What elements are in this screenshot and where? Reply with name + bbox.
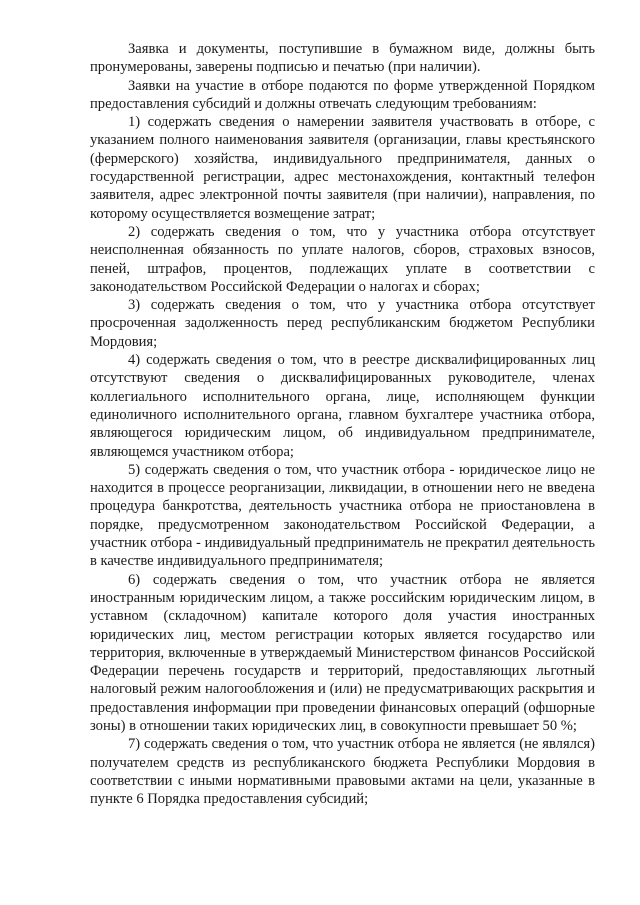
document-page xyxy=(90,40,595,808)
requirement-item-6: 6) содержать сведения о том, что участник отбора не является иностранным юридическим лицом, а также российским юридическим лицом, в уставном (складочном) капитале которого доля участия иностранных юридических лиц, местом регистрации которых является государство или территория, включенные в утверждаемый Министерством финансов Российской Федерации перечень государств и территорий, предоставляющих льготный налоговый режим налогообложения и (или) не предусматривающих раскрытия и предоставления информации при проведении финансовых операций (офшорные зоны) в отношении таких юридических лиц, в совокупности превышает 50 %; xyxy=(90,571,595,734)
requirement-item-7: 7) содержать сведения о том, что участник отбора не является (не являлся) получателем средств из республиканского бюджета Республики Мордовия в соответствии с иными нормативными правовыми актами на цели, указанные в пункте 6 Порядка предоставления субсидий; xyxy=(90,736,595,808)
paragraph-documents-numbered: Заявка и документы, поступившие в бумажном виде, должны быть пронумерованы, заверены подписью и печатью (при наличии). xyxy=(90,41,595,76)
requirement-item-1: 1) содержать сведения о намерении заявителя участвовать в отборе, с указанием полного наименования заявителя (организации, главы крестьянского (фермерского) хозяйства, индивидуального предпринимателя, данных о государственной регистрации, адрес местонахождения, контактный телефон заявителя, адрес электронной почты заявителя (при наличии), направления, по которому осуществляется возмещение затрат; xyxy=(90,114,595,222)
requirement-item-3: 3) содержать сведения о том, что у участника отбора отсутствует просроченная задолженность перед республиканским бюджетом Республики Мордовия; xyxy=(90,297,595,350)
requirement-item-2: 2) содержать сведения о том, что у участника отбора отсутствует неисполненная обязанность по уплате налогов, сборов, страховых взносов, пеней, штрафов, процентов, подлежащих уплате в соответствии с законодательством Российской Федерации о налогах и сборах; xyxy=(90,223,595,295)
requirement-item-5: 5) содержать сведения о том, что участник отбора - юридическое лицо не находится в процессе реорганизации, ликвидации, в отношении него не введена процедура банкротства, деятельность участника отбора не приостановлена в порядке, предусмотренном законодательством Российской Федерации, а участник отбора - индивидуальный предприниматель не прекратил деятельность в качестве индивидуального предпринимателя; xyxy=(90,461,595,570)
requirement-item-4: 4) содержать сведения о том, что в реестре дисквалифицированных лиц отсутствуют сведения о дисквалифицированных руководителе, членах коллегиального исполнительного органа, лице, исполняющем функции единоличного исполнительного органа, главном бухгалтере участника отбора, являющегося юридическим лицом, об индивидуальном предпринимателе, являющемся участником отбора; xyxy=(90,352,595,460)
paragraph-application-requirements: Заявки на участие в отборе подаются по форме утвержденной Порядком предоставления субсидий и должны отвечать следующим требованиям: xyxy=(90,77,595,112)
